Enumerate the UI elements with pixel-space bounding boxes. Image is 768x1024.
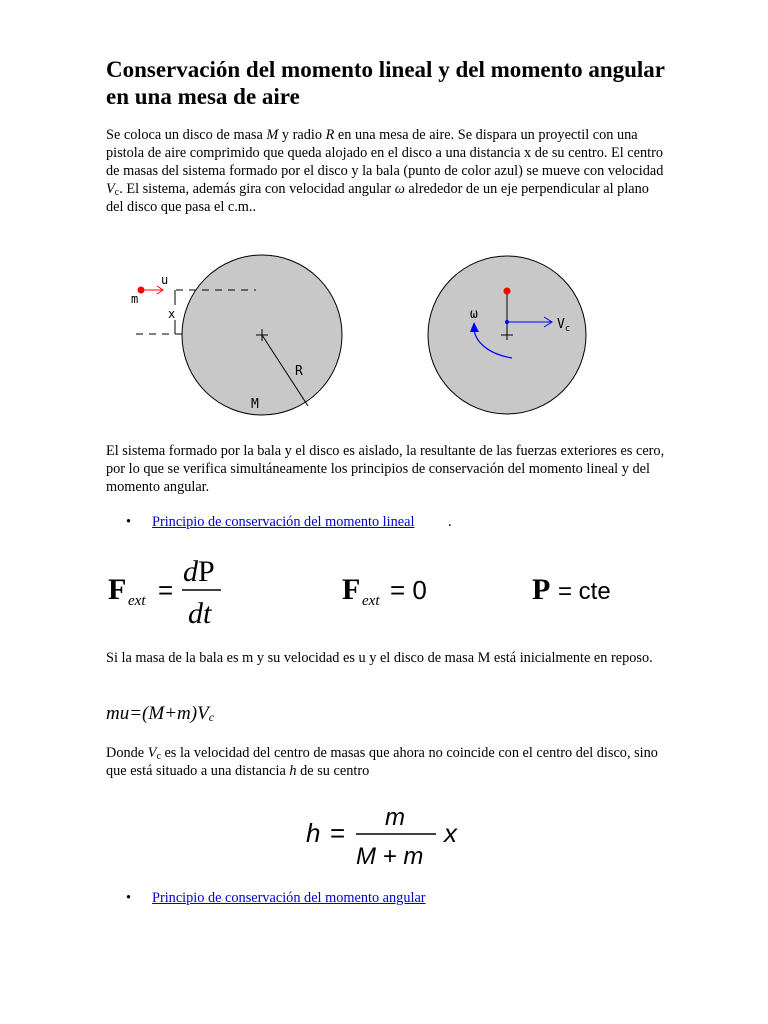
cm-distance-symbol: h [289, 763, 297, 779]
zero-force-eq: = 0 [390, 575, 427, 605]
h-numerator: m [385, 804, 405, 831]
angular-momentum-link-text: Principio de conservación del momento angular [152, 890, 426, 906]
bullet-dot [138, 287, 145, 294]
page-title: Conservación del momento lineal y del momento angular en una mesa de aire [106, 57, 665, 109]
u-label: u [161, 273, 169, 287]
intro-omega-symbol: ω [394, 181, 405, 197]
vc-label-v: V [557, 317, 565, 332]
x-symbol: x [444, 818, 457, 848]
bullet-mass-paragraph: Si la masa de la bala es m y su velocidad es u y el disco de masa M está inicialmente en reposo. [106, 650, 653, 666]
embedded-bullet-dot [504, 288, 511, 295]
cm-text-1: Donde [106, 745, 148, 761]
radius-label: R [295, 364, 303, 379]
linear-momentum-equations [100, 545, 640, 635]
equals-sign-1: = [158, 575, 174, 605]
intro-radius-symbol: R [325, 127, 335, 143]
center-of-mass-dot [505, 320, 509, 324]
bullet-dot-2: • [126, 890, 132, 906]
angular-momentum-link[interactable] [152, 889, 426, 907]
h-symbol: h [306, 818, 321, 848]
intro-velocity-subscript: c [114, 187, 120, 198]
m-label: m [131, 292, 139, 306]
momentum-equation [106, 702, 666, 726]
mass-label: M [251, 397, 259, 412]
intro-text-4: . El sistema, además gira con velocidad angular [119, 181, 395, 197]
dp-d: d [183, 555, 198, 588]
momentum-equation-main: mu=(M+m)V [106, 703, 209, 724]
linear-momentum-tail: . [448, 514, 452, 530]
linear-momentum-link-text: Principio de conservación del momento lineal [152, 514, 415, 530]
cm-text-3: de su centro [296, 763, 370, 779]
isolated-system-paragraph: El sistema formado por la bala y el disco es aislado, la resultante de las fuerzas exteriores es cero, por lo que se verifica simultáneamente los principios de conservación del momento lineal y del momento angular. [106, 443, 665, 495]
center-of-mass-paragraph [106, 744, 666, 780]
force-ext-subscript: ext [128, 593, 146, 609]
h-denominator: M + m [356, 843, 424, 870]
momentum-symbol: P [532, 573, 551, 606]
dp-p: P [198, 555, 215, 588]
omega-label: ω [470, 307, 478, 322]
intro-text-3: en una mesa de aire. Se dispara un proyectil con una pistola de aire comprimido que queda alojado en el disco a una distancia x de su centro. El centro de masas del sistema formado por el disco y la bala (punto de color azul) se mueve con velocidad [106, 127, 664, 179]
disc-diagram [120, 240, 640, 425]
constant-eq: = cte [558, 578, 611, 605]
vc-label-sub: c [564, 324, 571, 334]
force-symbol: F [108, 573, 127, 606]
momentum-equation-sub: c [208, 710, 215, 724]
force-symbol-2: F [342, 573, 361, 606]
cm-velocity-symbol: V [147, 745, 157, 761]
equals-sign-3: = [330, 818, 346, 848]
intro-text-1: Se coloca un disco de masa [106, 127, 267, 143]
intro-velocity-symbol: V [106, 181, 115, 197]
bullet-dot-1: • [126, 514, 132, 530]
x-label: x [168, 307, 176, 321]
intro-text-2: y radio [278, 127, 326, 143]
intro-mass-symbol: M [266, 127, 279, 143]
linear-momentum-link[interactable] [152, 513, 414, 531]
intro-text-5: alrededor de un eje perpendicular al plano del disco que pasa el c.m.. [106, 181, 649, 215]
center-distance-equation [300, 800, 470, 875]
cm-velocity-subscript: c [156, 751, 161, 762]
intro-paragraph [106, 126, 666, 216]
cm-text-2: es la velocidad del centro de masas que ahora no coincide con el centro del disco, sino que está situado a una distancia [106, 745, 658, 779]
dt-denominator: dt [188, 597, 212, 630]
force-ext-subscript-2: ext [362, 593, 380, 609]
dp-numerator [183, 555, 215, 588]
